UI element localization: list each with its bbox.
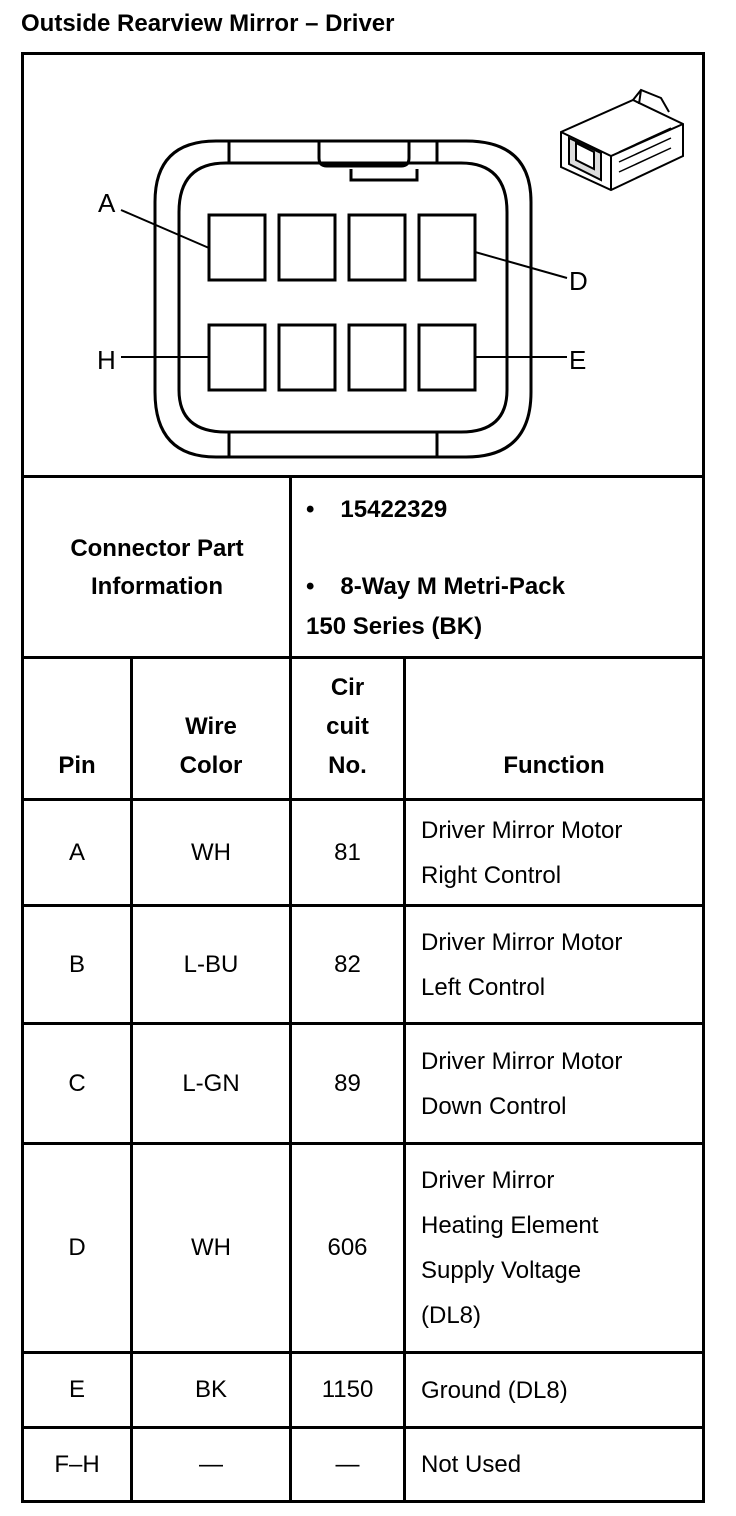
function-line: Driver Mirror Motor — [421, 816, 623, 844]
function-line: Left Control — [421, 973, 546, 1001]
wire-color-cell: L-GN — [182, 1069, 240, 1097]
connector-description-line2: 150 Series (BK) — [306, 613, 483, 640]
pin-cell: F–H — [54, 1450, 100, 1478]
function-text — [421, 1158, 598, 1338]
header-wire-color-line: Color — [179, 752, 243, 779]
header-function: Function — [503, 752, 605, 779]
pin-cell: B — [68, 950, 85, 978]
bullet: • — [306, 496, 315, 523]
connector-description — [306, 567, 565, 607]
circuit-cell: 81 — [334, 838, 361, 866]
circuit-cell: 82 — [334, 950, 361, 978]
header-circuit-line: No. — [328, 752, 367, 779]
pin-cell: A — [68, 838, 85, 866]
function-cell — [406, 1429, 702, 1500]
pin-cell: D — [68, 1234, 86, 1261]
part-number — [306, 490, 447, 530]
function-cell — [406, 1145, 702, 1351]
circuit-cell: 606 — [327, 1234, 368, 1261]
connector-info-label — [24, 478, 290, 658]
function-line: Down Control — [421, 1092, 567, 1120]
pin-label-h: H — [97, 345, 116, 375]
function-text — [421, 1368, 568, 1413]
connector-description-line: 8-Way M Metri-Pack — [340, 573, 565, 600]
header-wire-color-line: Wire — [185, 713, 237, 740]
function-cell — [406, 907, 702, 1022]
function-line: Driver Mirror — [421, 1167, 555, 1194]
header-wire-color — [133, 707, 289, 785]
pin-label-d: D — [569, 266, 588, 296]
page-title: Outside Rearview Mirror – Driver — [21, 10, 395, 37]
function-line: Right Control — [421, 861, 562, 889]
connector-info-label-line: Information — [91, 573, 223, 600]
header-circuit-number — [292, 668, 403, 785]
function-cell — [406, 1354, 702, 1426]
circuit-cell: — — [335, 1450, 360, 1478]
function-text — [421, 1039, 622, 1129]
pin-label-e: E — [569, 345, 587, 375]
function-text — [421, 1442, 521, 1487]
function-line: Heating Element — [421, 1212, 599, 1239]
function-text — [421, 808, 622, 898]
header-circuit-line: Cir — [330, 674, 365, 701]
function-cell — [406, 801, 702, 904]
pin-label-a: A — [98, 188, 116, 218]
function-line: Driver Mirror Motor — [421, 1047, 623, 1075]
wire-color-cell: WH — [191, 838, 231, 866]
function-line: (DL8) — [421, 1302, 482, 1329]
header-pin: Pin — [58, 752, 96, 779]
pin-cell: C — [68, 1069, 86, 1097]
function-text — [421, 920, 622, 1010]
bullet: • — [306, 573, 315, 600]
wire-color-cell: L-BU — [183, 950, 239, 978]
wire-color-cell: — — [199, 1450, 223, 1478]
wire-color-cell: BK — [194, 1376, 227, 1403]
header-circuit-line: cuit — [326, 713, 369, 740]
wire-color-cell: WH — [191, 1234, 231, 1261]
part-number-value: 15422329 — [340, 496, 448, 523]
circuit-cell: 1150 — [321, 1376, 374, 1403]
function-cell — [406, 1025, 702, 1142]
pin-cell: E — [68, 1376, 85, 1403]
function-line: Ground (DL8) — [421, 1376, 568, 1404]
function-line: Driver Mirror Motor — [421, 928, 623, 956]
function-line: Not Used — [421, 1451, 522, 1478]
function-line: Supply Voltage — [421, 1257, 582, 1284]
connector-info-label-line: Connector Part — [70, 535, 244, 562]
circuit-cell: 89 — [334, 1069, 361, 1097]
